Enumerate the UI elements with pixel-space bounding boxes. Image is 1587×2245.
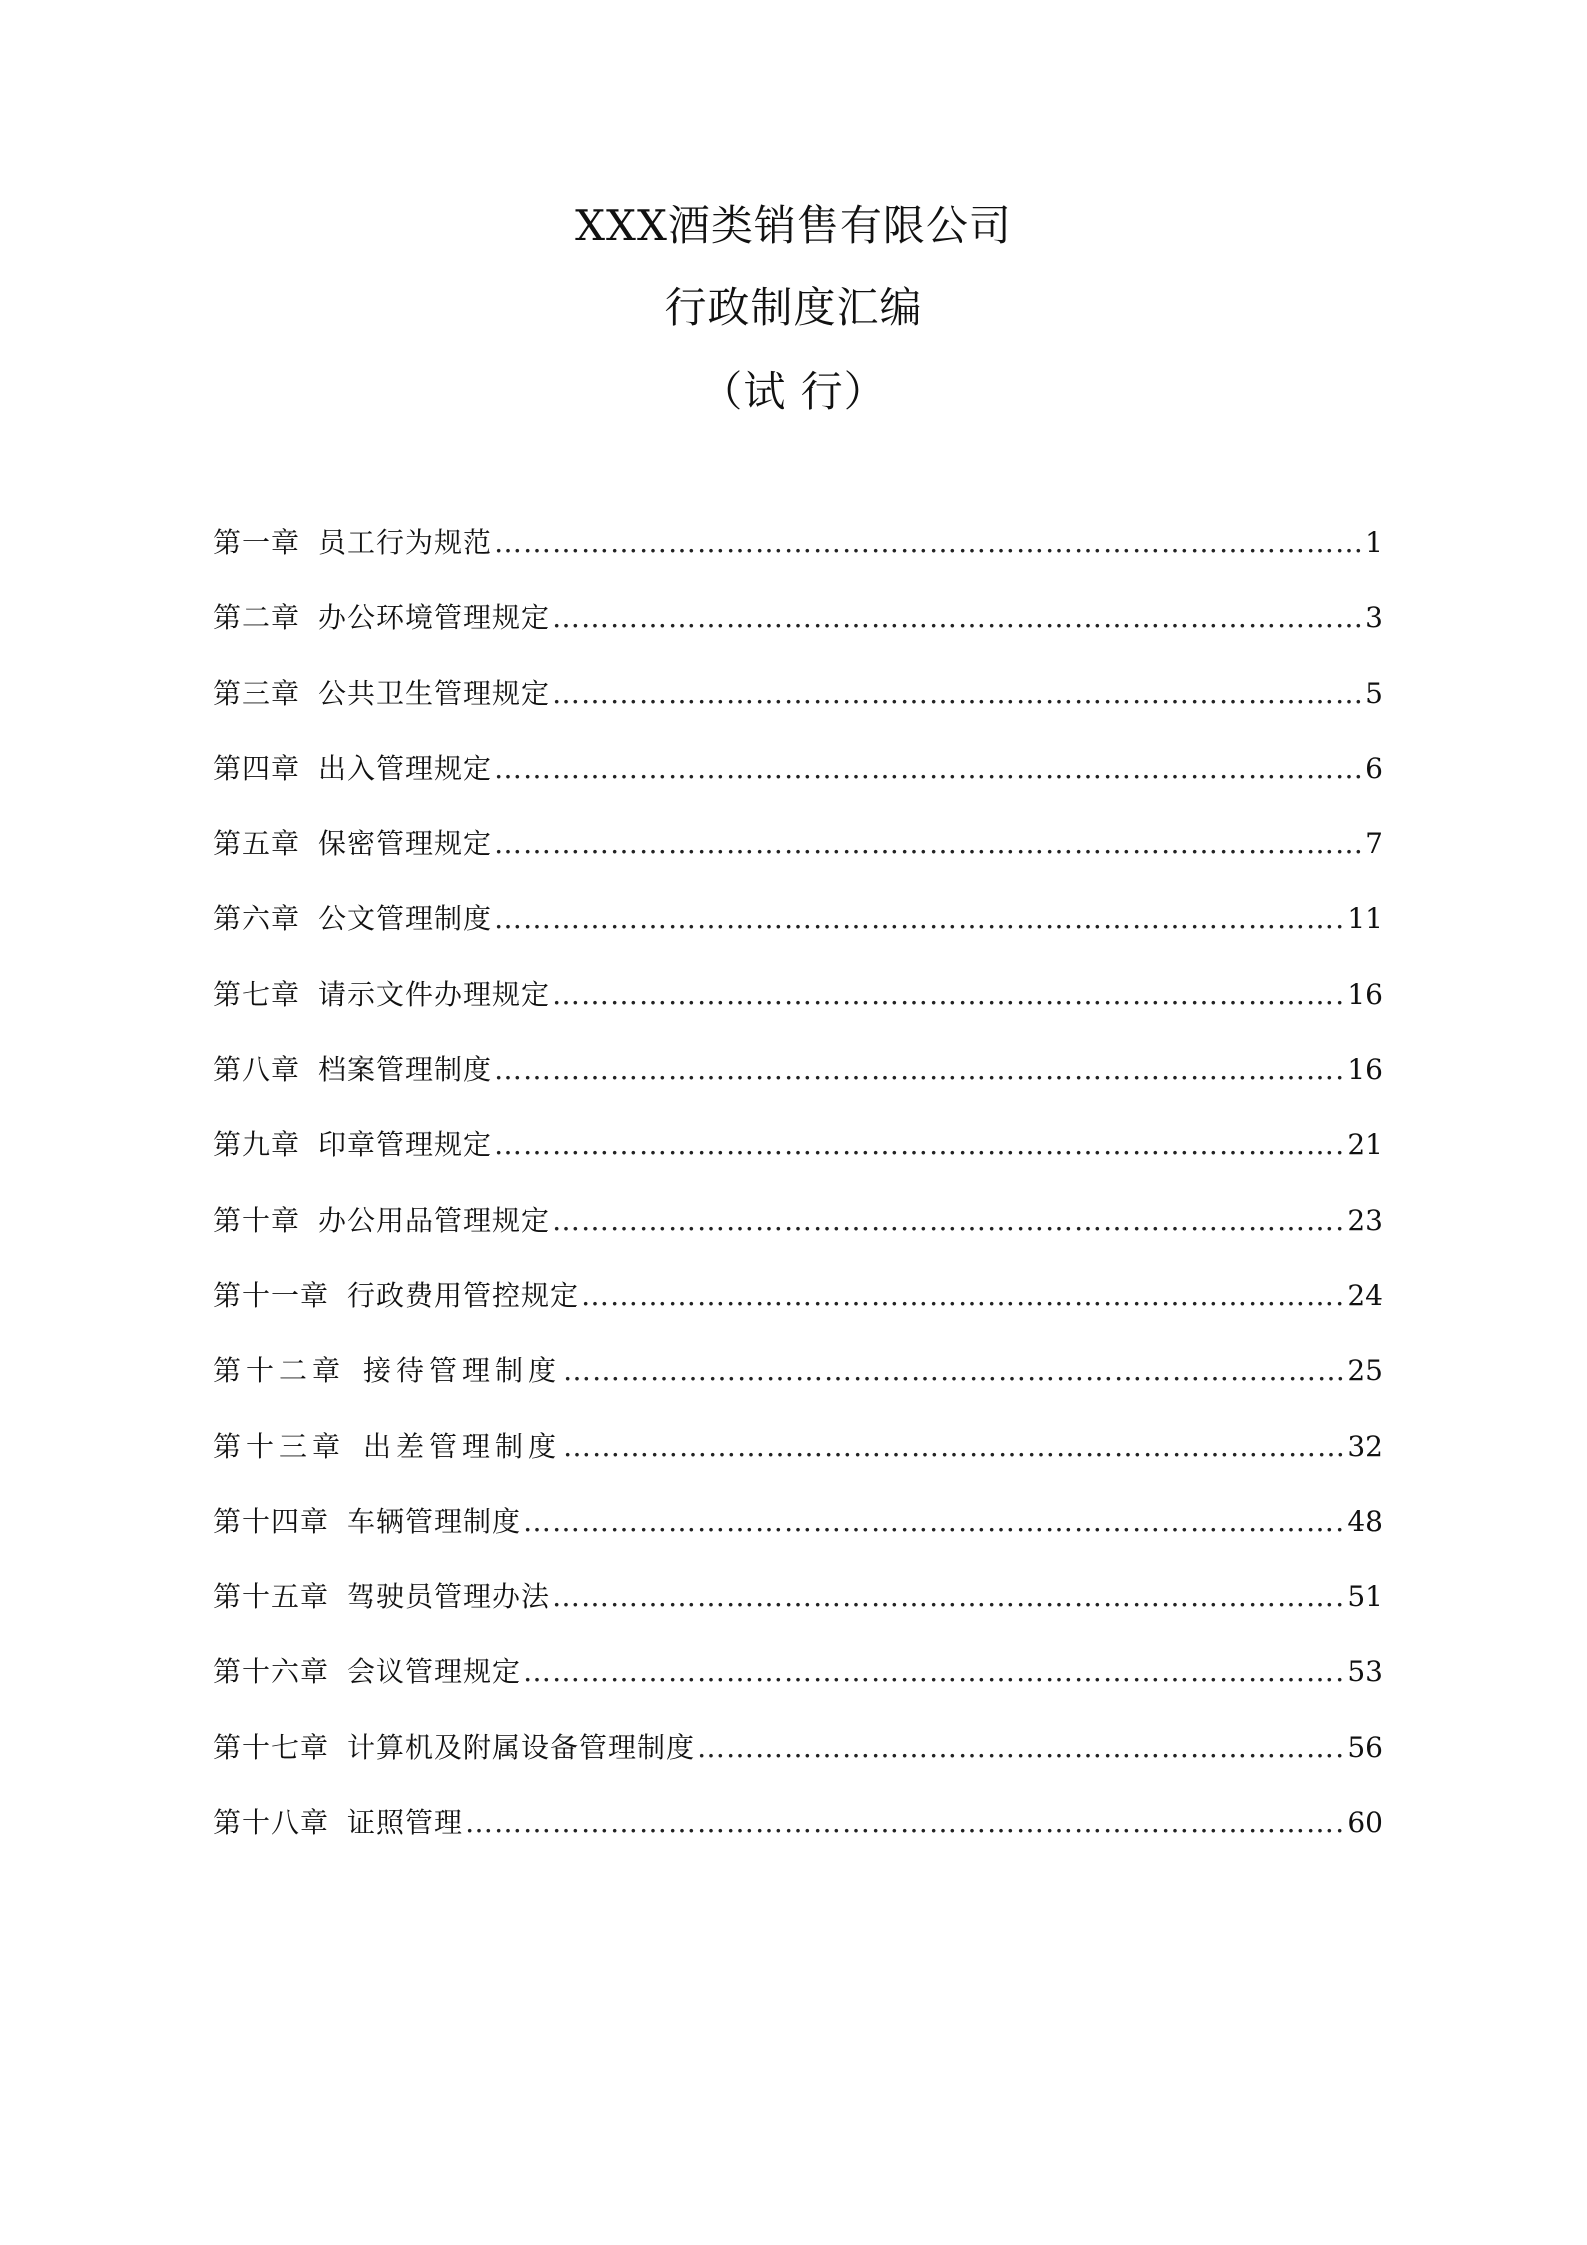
toc-page-number: 11 (1347, 902, 1383, 936)
toc-leader-dots (581, 1271, 1345, 1321)
toc-entry[interactable] (213, 894, 1383, 969)
toc-entry[interactable] (213, 593, 1383, 668)
toc-page-number: 51 (1347, 1580, 1383, 1614)
toc-entry[interactable] (213, 1271, 1383, 1346)
toc-entry[interactable] (213, 1120, 1383, 1195)
toc-title: 员工行为规范 (318, 526, 493, 559)
toc-leader-dots (552, 593, 1363, 643)
toc-title: 出入管理规定 (318, 751, 493, 785)
toc-page-number: 25 (1347, 1354, 1383, 1388)
toc-page-number: 16 (1347, 977, 1383, 1011)
toc-title: 计算机及附属设备管理制度 (347, 1730, 696, 1764)
toc-leader-dots (552, 1196, 1345, 1246)
toc-page-number: 24 (1347, 1278, 1383, 1312)
trial-note: （试 行） (700, 367, 887, 416)
toc-chapter: 第七章 (213, 977, 301, 1011)
toc-entry[interactable] (213, 1723, 1383, 1798)
toc-entry[interactable] (213, 1647, 1383, 1722)
table-of-contents (213, 518, 1383, 1873)
toc-leader-dots (563, 1422, 1345, 1472)
toc-chapter: 第六章 (213, 902, 301, 936)
toc-leader-dots (552, 669, 1363, 719)
toc-leader-dots (465, 1798, 1345, 1848)
toc-chapter: 第十四章 (213, 1504, 330, 1538)
toc-page-number: 16 (1347, 1053, 1383, 1087)
toc-entry[interactable] (213, 1572, 1383, 1647)
toc-chapter: 第十三章 (213, 1429, 346, 1463)
toc-page-number: 53 (1347, 1655, 1383, 1689)
company-title: XXX酒类销售有限公司 (575, 201, 1012, 250)
toc-entry[interactable] (213, 1196, 1383, 1271)
toc-page-number: 21 (1347, 1128, 1383, 1162)
toc-chapter: 第九章 (213, 1128, 301, 1162)
toc-chapter: 第三章 (213, 676, 301, 710)
toc-leader-dots (552, 970, 1345, 1020)
toc-entry[interactable] (213, 1045, 1383, 1120)
toc-title: 办公环境管理规定 (318, 601, 551, 635)
toc-title: 会议管理规定 (347, 1655, 522, 1689)
toc-leader-dots (494, 1120, 1345, 1170)
toc-chapter: 第十章 (213, 1203, 301, 1237)
toc-leader-dots (494, 819, 1363, 869)
toc-chapter: 第十八章 (213, 1806, 330, 1840)
toc-page-number: 6 (1365, 751, 1383, 785)
toc-chapter: 第八章 (213, 1053, 301, 1087)
toc-entry[interactable] (213, 518, 1383, 593)
toc-entry[interactable] (213, 1497, 1383, 1572)
toc-title: 驾驶员管理办法 (347, 1580, 551, 1614)
toc-entry[interactable] (213, 819, 1383, 894)
toc-page-number: 23 (1347, 1203, 1383, 1237)
toc-leader-dots (552, 1572, 1345, 1622)
toc-title: 保密管理规定 (318, 827, 493, 861)
toc-title: 行政费用管控规定 (347, 1278, 580, 1312)
toc-entry[interactable] (213, 1422, 1383, 1497)
toc-page-number: 48 (1347, 1504, 1383, 1538)
toc-title: 档案管理制度 (318, 1053, 493, 1087)
toc-title: 车辆管理制度 (347, 1504, 522, 1538)
toc-chapter: 第十二章 (213, 1354, 346, 1388)
toc-page-number: 56 (1347, 1730, 1383, 1764)
toc-entry[interactable] (213, 669, 1383, 744)
toc-entry[interactable] (213, 1798, 1383, 1873)
toc-leader-dots (494, 518, 1363, 568)
toc-title: 请示文件办理规定 (318, 977, 551, 1011)
toc-title: 公文管理制度 (318, 902, 493, 936)
toc-chapter: 第一章 (213, 526, 301, 559)
toc-entry[interactable] (213, 1346, 1383, 1421)
toc-chapter: 第十七章 (213, 1730, 330, 1764)
toc-title: 接待管理制度 (363, 1354, 562, 1388)
toc-leader-dots (523, 1497, 1345, 1547)
toc-leader-dots (494, 1045, 1345, 1095)
toc-page-number: 1 (1365, 526, 1383, 559)
toc-entry[interactable] (213, 970, 1383, 1045)
toc-chapter: 第二章 (213, 601, 301, 635)
toc-title: 出差管理制度 (363, 1429, 562, 1463)
toc-leader-dots (697, 1723, 1345, 1773)
toc-chapter: 第四章 (213, 751, 301, 785)
toc-chapter: 第十六章 (213, 1655, 330, 1689)
toc-leader-dots (494, 744, 1363, 794)
toc-chapter: 第五章 (213, 827, 301, 861)
toc-page-number: 60 (1347, 1806, 1383, 1840)
document-title: 行政制度汇编 (664, 283, 923, 332)
toc-chapter: 第十五章 (213, 1580, 330, 1614)
toc-page-number: 32 (1347, 1429, 1383, 1463)
toc-leader-dots (523, 1647, 1345, 1697)
toc-title: 证照管理 (347, 1806, 464, 1840)
toc-chapter: 第十一章 (213, 1278, 330, 1312)
toc-page-number: 3 (1365, 601, 1383, 635)
toc-leader-dots (563, 1346, 1345, 1396)
toc-title: 印章管理规定 (318, 1128, 493, 1162)
toc-page-number: 5 (1365, 676, 1383, 710)
toc-leader-dots (494, 894, 1345, 944)
toc-title: 办公用品管理规定 (318, 1203, 551, 1237)
toc-entry[interactable] (213, 744, 1383, 819)
toc-title: 公共卫生管理规定 (318, 676, 551, 710)
toc-page-number: 7 (1365, 827, 1383, 861)
